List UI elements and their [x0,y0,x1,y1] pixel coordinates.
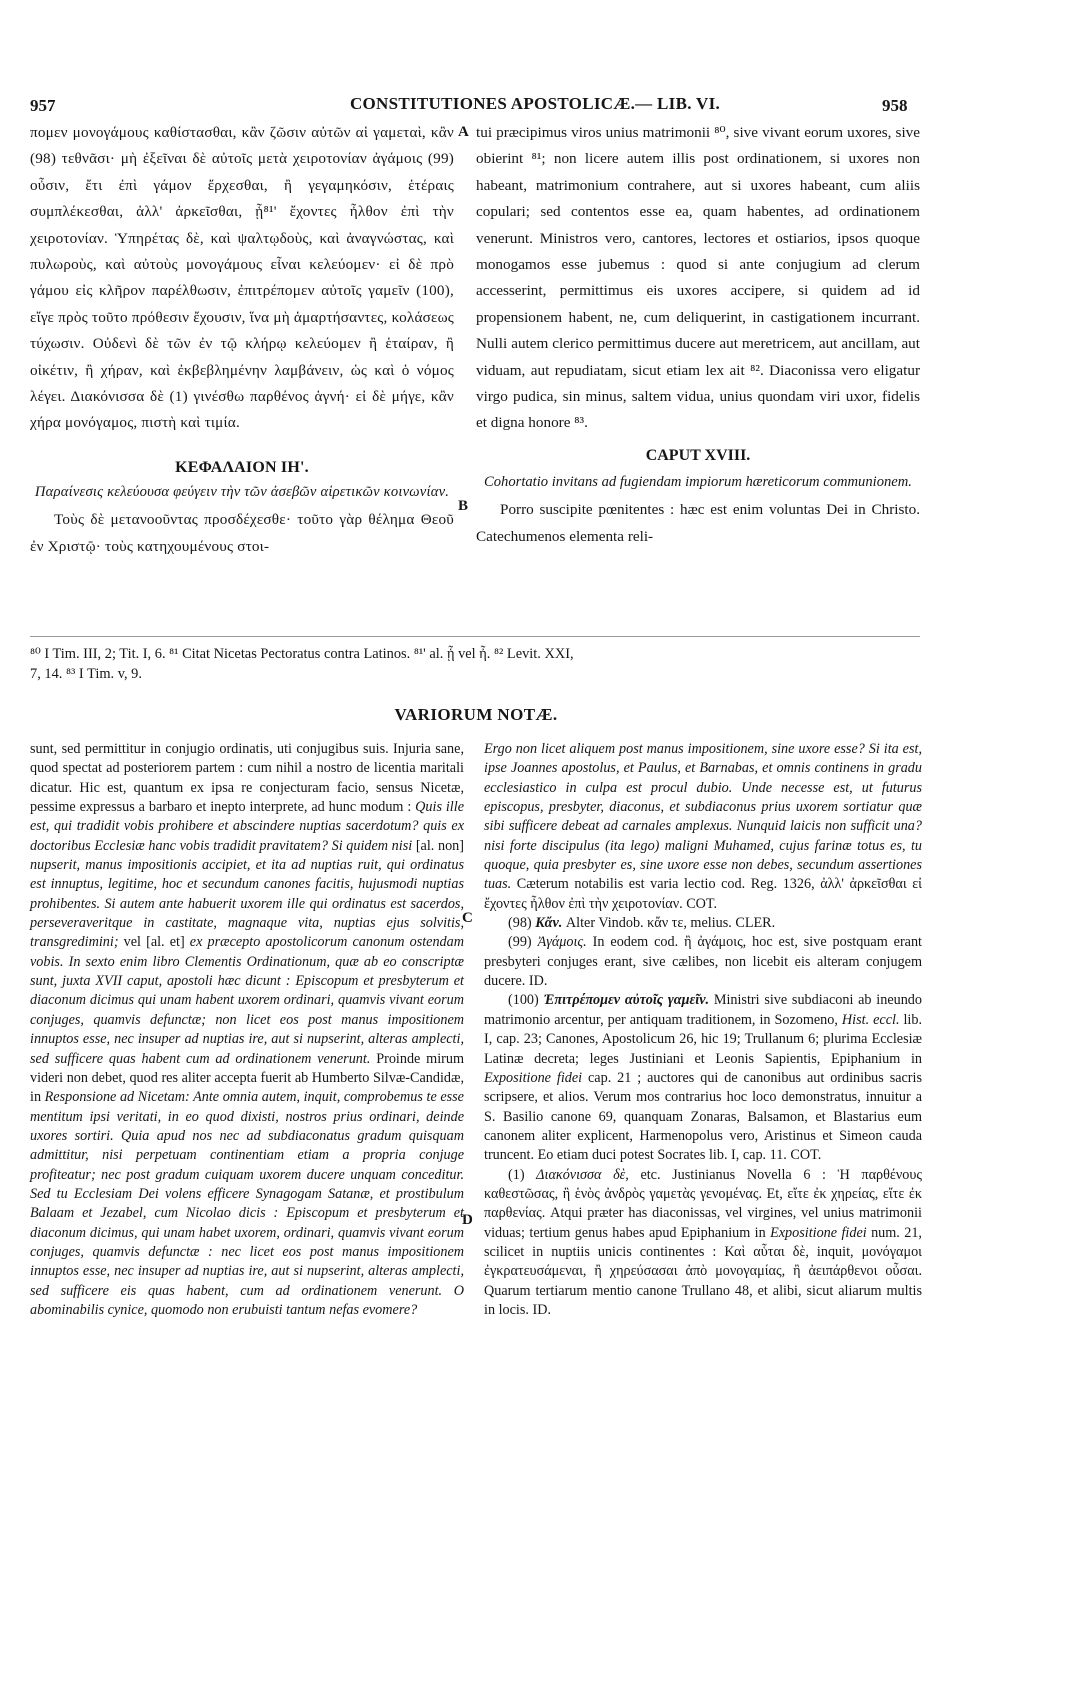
note-signature: COT. [686,895,718,912]
footnote-line-2: 7, 14. ⁸³ I Tim. v, 9. [30,666,142,682]
notes-left-column [30,740,464,1320]
latin-paragraph-2: Porro suscipite pœnitentes : hæc est enim voluntas Dei in Christo. Catechumenos elementa reli- [476,501,920,545]
note-variant: vel [al. et] [123,934,190,951]
note-quote: ex præcepto apostolicorum canonum ostendam vobis. In sexto enim libro Clementis Ordinationum, quæ ab eo conscriptæ sunt, juxta XVII caput, apostoli hæc dicunt : Episcopum et presbyterum et diaconum dicimus qui unam habent uxorem ordinari, quamvis vivant eorum conjuges, quamvis defunctæ; non licet eos post manus impositionem innuptos esse, nec insuper ad nuptias ire, aut si nupserint, alteras amplecti, sed sufficere quas habent cum ad ordinationem venerunt. [30,934,464,1067]
note-work-title: Hist. eccl. [841,1011,900,1028]
note-signature: CLER. [735,915,776,932]
latin-chapter-heading: CAPUT XVIII. [645,446,751,464]
footnotes [30,644,922,684]
note-work-title: Expositione fidei [770,1224,867,1241]
variorum-heading: VARIORUM NOTÆ. [394,705,558,724]
note-quote: Ergo non licet aliquem post manus impositionem, sine uxore esse? Si ita est, ipse Joannes apostolus, et Paulus, et Barnabas, et omnis continens in gradu ecclesiastico in culpa est procul dubio. Unde necesse est, ut futurus episcopus, presbyter, diaconus, et subdiaconus prius uxorem sortiatur quæ sibi sufficere debeat ad carnales amplexus. Nunquid laicis non sufficit una? nisi forte discipulus (ita lego) maligni Muhamed, cujus farinæ totus es, tu quoque, quia presbyter es, sine uxore esse non debes, secundum assertiones tuas. [484,741,922,893]
note-text: num. 21, scilicet in nuptiis unicis continentes : Καὶ αὗται δὲ, inquit, μονόγαμοι ἐγκρατευσάμεναι, ἢ χηρεύσασαι ἀπὸ μονογαμίας, ἢ ἀειπάρθενοι οὖσαι. Quarum tertiarum mentio canone Trullano 48, et alibi, sicut aliarum multis in locis. [484,1224,922,1318]
running-head: CONSTITUTIONES APOSTOLICÆ.— LIB. VI. [349,94,721,113]
note-work-title: Expositione fidei [484,1069,583,1086]
note-text: Cæterum notabilis est varia lectio cod. Reg. 1326, ἀλλ' ἀρκεῖσθαι εἰ ἔχοντες ἦλθον ἐπὶ τὴν χειροτονίαν. [484,876,922,912]
note-lemma: Διακόνισσα δὲ, [536,1166,629,1183]
page-number-right: 958 [882,96,908,115]
note-number: (98) [508,915,536,932]
footnote-rule [30,636,920,637]
note-text: cap. 21 ; auctores qui de canonibus aut ordinibus sacris scripsere, et alios. Verum mos contrarius hoc loco demonstratus, innuitur a S. Basilio canone 69, quanquam Zonaras, Balsamon, et Blastarius eum canonem aliter explicent, Harmenopolus vero, Aristinus et Simeon cauda truncent. Eo etiam duci potest Socrates lib. I, cap. 11. [484,1069,922,1164]
note-signature: COT. [790,1147,822,1164]
latin-paragraph-1: tui præcipimus viros unius matrimonii ⁸⁰, sive vivant eorum uxores, sive obierint ⁸¹; non licere autem illis post ordinationem, si uxores non habeant, matrimonium contrahere, aut si uxores habeant, cum aliis copulari; sed contentos esse ea, quam habentes, ad ordinationem venerunt. Ministros vero, cantores, lectores et ostiarios, ipsos quoque monogamos esse jubemus : quod si ante conjugium ad clerum accesserint, permittimus eis uxores accipere, si quidem ad id propensionem habent, ne, cum deliquerint, in castigationem incurrant. Nulli autem clerico permittimus ducere aut meretricem, aut ancillam, aut viduam, aut repudiatam, sicut etiam lex ait ⁸². Diaconissa vero eligatur virgo pudica, sin minus, saltem vidua, unius quondam viri uxor, fidelis et digna honore ⁸³. [476,124,920,432]
note-number: (1) [508,1166,537,1183]
note-variant: [al. non] [415,837,464,854]
note-number: (100) [508,992,544,1009]
margin-marker-d: D [462,1212,473,1228]
note-quote: : Ante omnia autem, inquit, comprobemus te esse mentitum ipsi veritati, in eo quod dixisti, nostros prius ordinari, deinde uxores sortiri. Quia apud nos nec ad subdiaconatus gradum quisquam admittitur, nisi perpetuam continentiam etiam a propria conjuge profiteatur; nec post gradum cuiquam uxorem ducere unquam conceditur. Sed tu Ecclesiam Dei volens efficere Synagogam Satanæ, et prostibulum Balaam et Jezabel, cum Nicolao dicis : Episcopum et presbyterum et diaconum dicimus, qui unam habet uxorem, ordinari, quamvis vivant eorum conjuges, quamvis defunctæ : nec licet eos post manus impositionem innuptos esse, nec insuper ad nuptias ire, aut si nupserint, alteras amplecti, sed sufficere eis quas habent, cum ad ordinationem venerunt. O abominabilis cynice, quomodo non erubuisti tantum nefas evomere? [30,1089,464,1318]
margin-marker-c: C [462,910,473,926]
note-text: In eodem cod. ἢ ἀγάμοις, hoc est, sive postquam erant presbyteri conjuges erant, sive cælibes, non licebit eis alteram conjugem ducere. [484,934,922,990]
greek-column [30,120,454,560]
note-text: etc. Justinianus Novella 6 : Ἡ παρθένους καθεστῶσας, ἢ ἑνὸς ἀνδρὸς γαμετὰς γενομένας. Et, εἴτε ἐκ χηρείας, εἴτε ἐκ παρθενίας. Atqui præter has diaconissas, vel virgines, vel unius matrimonii viduas; tertium genus habes apud Epiphanium in [484,1166,923,1241]
note-signature: ID. [532,1301,552,1318]
notes-right-column [484,740,922,1320]
greek-paragraph-1: πομεν μονογάμους καθίστασθαι, κἂν ζῶσιν αὐτῶν αἱ γαμεταὶ, κἂν (98) τεθνᾶσι· μὴ ἐξεῖναι δὲ αὐτοῖς μετὰ χειροτονίαν ἀγάμοις (99) οὖσιν, ἔτι ἐπὶ γάμον ἔρχεσθαι, ἢ γεγαμηκόσιν, ἑτέραις συμπλέκεσθαι, ἀλλ' ἀρκεῖσθαι, ᾗ⁸¹' ἔχοντες ἦλθον ἐπὶ τὴν χειροτονίαν. Ὑπηρέτας δὲ, καὶ ψαλτῳδοὺς, καὶ ἀναγνώστας, καὶ πυλωροὺς, καὶ αὐτοὺς μονογάμους εἶναι κελεύομεν· εἰ δὲ πρὸ γάμου εἰς κλῆρον παρέλθωσιν, ἐπιτρέπομεν αὐτοῖς γαμεῖν (100), εἴγε πρὸς τοῦτο πρόθεσιν ἔχουσιν, ἵνα μὴ ἁμαρτήσαντες, κολάσεως τύχωσιν. Οὐδενὶ δὲ τῶν ἐν τῷ κλήρῳ κελεύομεν ἢ ἑταίραν, ἢ οἰκέτιν, ἢ χήραν, καὶ ἐκβεβλημένην λαμβάνειν, ὡς καὶ ὁ νόμος λέγει. Διακόνισσα δὲ (1) γινέσθω παρθένος ἁγνή· εἰ δὲ μήγε, κἂν χήρα μονόγαμος, πιστὴ καὶ τιμία. [30,124,454,432]
note-text: lib. I, cap. 23; Canones, Apostolicum 26, hic 19; Trullanum 6; plurima Ecclesiæ Latinæ decreta; leges Justiniani et Leonis Sapientis, Epiphanium in [484,1011,923,1067]
note-text: Alter Vindob. κἄν τε, melius. [562,915,736,932]
latin-column [476,120,920,550]
margin-marker-a: A [458,124,469,140]
note-quote: Quis ille est, qui tradidit vobis prohibere et abscindere nuptias sacerdotum? quis ex doctoribus Ecclesiæ hanc vobis tradidit pravitatem? Si quidem nisi [30,799,464,854]
note-text: Proinde mirum videri non debet, quod res aliter accepta fuerit ab Humberto Silvæ-Candidæ, in [30,1050,464,1106]
note-quote: nupserit, manus impositionis accipiet, et ita ad nuptias ruit, qui ordinatus est innuptus, legitime, hoc et secundum canones facitis, hujusmodi nuptias prohibentes. Si autem ante habuerit uxorem ille qui ordinatus est sacerdos, perseveraveritque in castitate, magnaque vita, nuptias ejus solvitis, transgredimini; [30,857,464,951]
greek-chapter-title: Παραίνεσις κελεύουσα φεύγειν τὴν τῶν ἀσεβῶν αἱρετικῶν κοινωνίαν. [34,484,450,501]
footnote-line-1: ⁸⁰ I Tim. III, 2; Tit. I, 6. ⁸¹ Citat Nicetas Pectoratus contra Latinos. ⁸¹' al. ᾗ vel ἦ. ⁸² Levit. XXI, [30,646,574,662]
note-lemma: Ἀγάμοις. [537,934,587,951]
note-signature: ID. [528,973,548,990]
note-lemma: Ἐπιτρέπομεν αὐτοῖς γαμεῖν. [543,992,710,1009]
greek-paragraph-2: Τοὺς δὲ μετανοοῦντας προσδέχεσθε· τοῦτο γὰρ θέλημα Θεοῦ ἐν Χριστῷ· τοὺς κατηχουμένους στοι- [30,511,454,555]
latin-chapter-title: Cohortatio invitans ad fugiendam impiorum hæreticorum communionem. [484,474,912,491]
margin-marker-b: B [458,498,469,514]
note-work-title: Responsione ad Nicetam [44,1089,186,1106]
page-number-left: 957 [30,96,56,115]
note-lemma: Κἄν. [535,915,563,932]
note-number: (99) [508,934,538,951]
greek-chapter-heading: ΚΕΦΑΛΑΙΟΝ ΙΗ'. [175,458,309,476]
note-text: sunt, sed permittitur in conjugio ordinatis, uti conjugibus suis. Injuria sane, quod spectat ad posteriorem partem : cum nihil a nostro de licentia maritali dicatur. Hic est, quantum ex ipsa re conjecturam facio, sensus Nicetæ, pessime expressus a barbaro et inepto interprete, ad hunc modum : [30,741,464,816]
note-text: Ministri sive subdiaconi ab ineundo matrimonio arcentur, per antiquam traditionem, in Sozomeno, [484,992,922,1028]
